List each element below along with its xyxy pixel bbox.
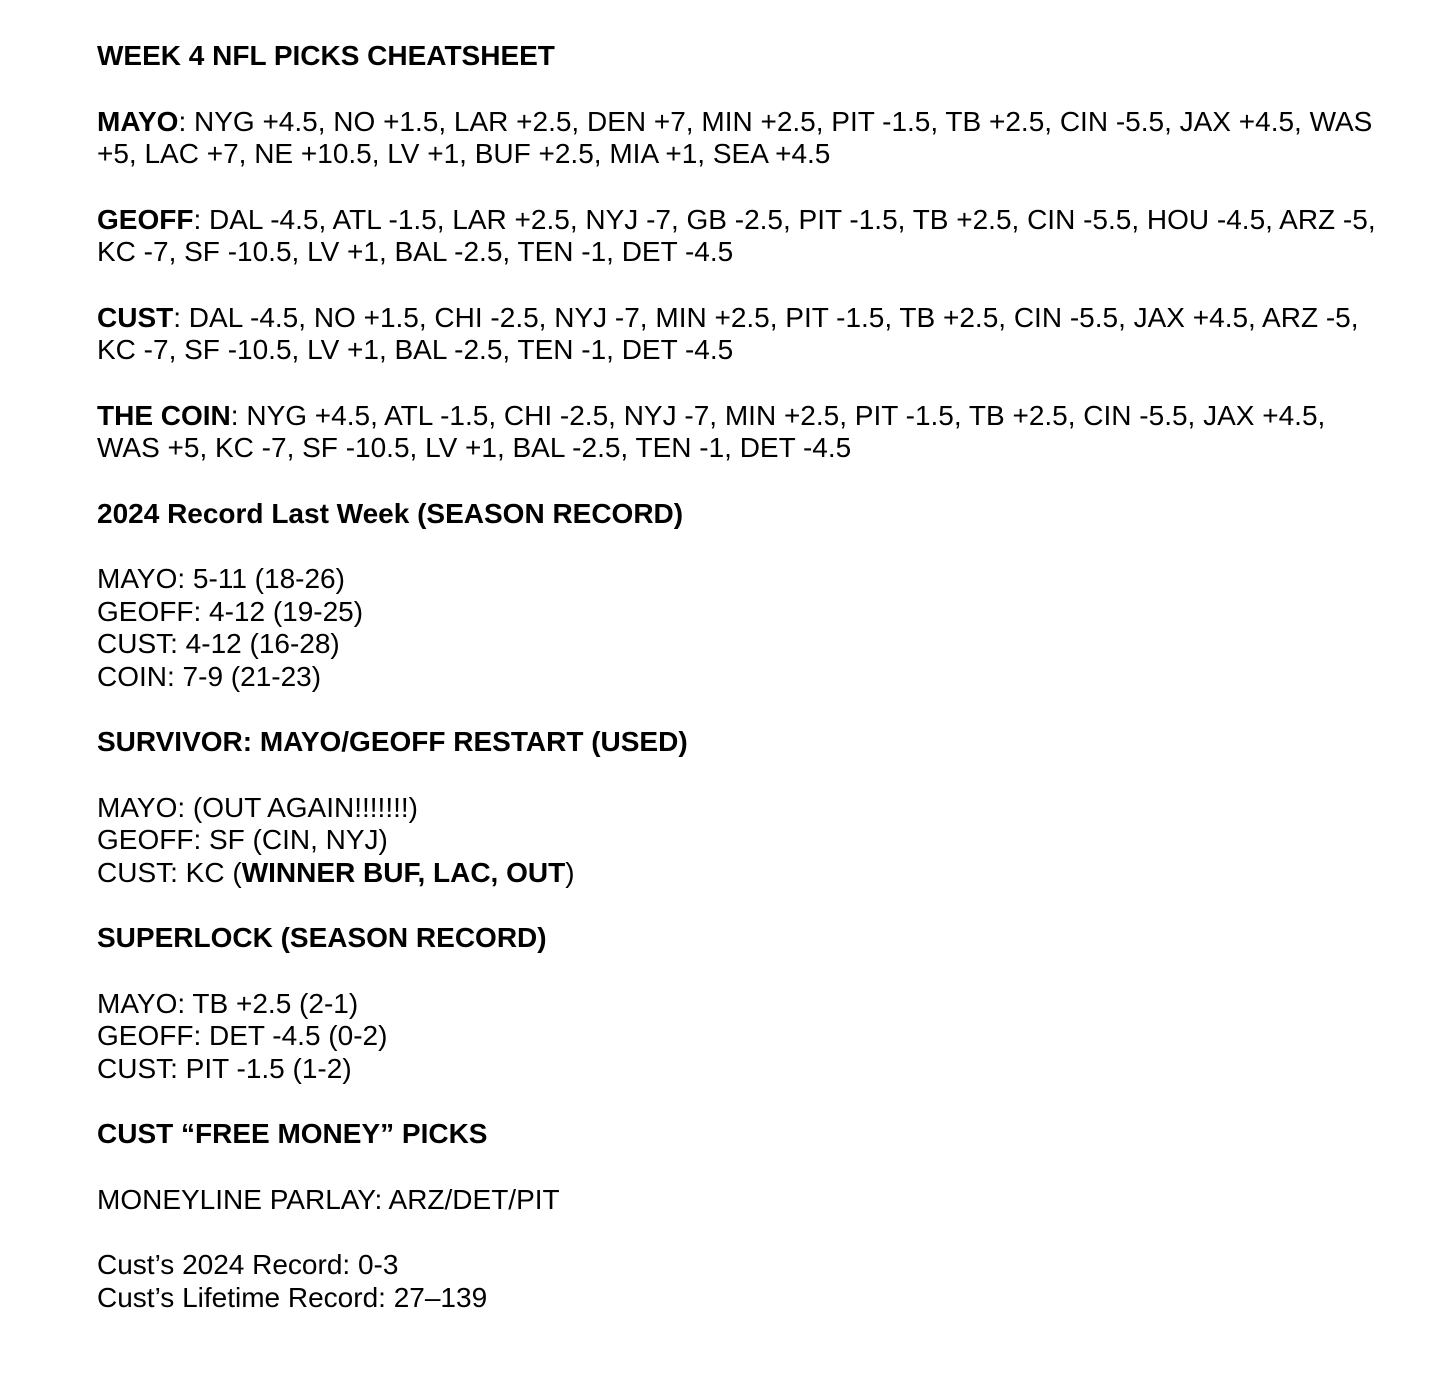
superlock-line: GEOFF: DET -4.5 (0-2) [97, 1020, 388, 1051]
page-title: WEEK 4 NFL PICKS CHEATSHEET [97, 40, 555, 71]
record-line: CUST: 4-12 (16-28) [97, 628, 340, 659]
picker-name: GEOFF [97, 203, 194, 235]
survivor-cust-suffix: ) [565, 856, 575, 888]
picker-teams: DAL -4.5, ATL -1.5, LAR +2.5, NYJ -7, GB -2.5, PIT -1.5, TB +2.5, CIN -5.5, HOU -4.5, ARZ -5, KC -7, SF -10.5, LV +1, BAL -2.5, TEN -1, DET -4.5 [97, 203, 1376, 267]
survivor-line-mayo: MAYO: (OUT AGAIN!!!!!!!) [97, 791, 419, 823]
survivor-heading: SURVIVOR: MAYO/GEOFF RESTART (USED) [97, 726, 688, 757]
survivor-line-cust [97, 857, 1387, 890]
superlock-list [97, 988, 1387, 1086]
picker-name: MAYO [97, 105, 179, 137]
picker-teams: DAL -4.5, NO +1.5, CHI -2.5, NYJ -7, MIN +2.5, PIT -1.5, TB +2.5, CIN -5.5, JAX +4.5, ARZ -5, KC -7, SF -10.5, LV +1, BAL -2.5, TEN -1, DET -4.5 [97, 301, 1359, 365]
picker-name: THE COIN [97, 399, 231, 431]
survivor-line-geoff: GEOFF: SF (CIN, NYJ) [97, 824, 388, 855]
survivor-list [97, 792, 1387, 890]
picker-teams: NYG +4.5, NO +1.5, LAR +2.5, DEN +7, MIN +2.5, PIT -1.5, TB +2.5, CIN -5.5, JAX +4.5, WAS +5, LAC +7, NE +10.5, LV +1, BUF +2.5, MIA +1, SEA +4.5 [97, 105, 1373, 169]
picks-geoff [97, 204, 1387, 269]
record-line: COIN: 7-9 (21-23) [97, 660, 322, 692]
record-heading: 2024 Record Last Week (SEASON RECORD) [97, 497, 684, 529]
document [97, 40, 1387, 1347]
cust-records [97, 1249, 1387, 1314]
superlock-line: CUST: PIT -1.5 (1-2) [97, 1052, 352, 1084]
picker-separator: : [173, 301, 189, 333]
cust-lifetime-record: Cust’s Lifetime Record: 27–139 [97, 1281, 488, 1313]
cust-2024-record: Cust’s 2024 Record: 0-3 [97, 1249, 399, 1280]
picker-separator: : [230, 399, 247, 431]
picks-mayo [97, 106, 1387, 171]
free-money-heading: CUST “FREE MONEY” PICKS [97, 1118, 488, 1149]
superlock-line: MAYO: TB +2.5 (2-1) [97, 987, 359, 1019]
record-line: MAYO: 5-11 (18-26) [97, 563, 345, 594]
superlock-heading: SUPERLOCK (SEASON RECORD) [97, 922, 547, 953]
picker-separator: : [193, 203, 210, 235]
picks-the-coin [97, 400, 1387, 465]
picker-separator: : [178, 105, 194, 137]
survivor-cust-bold: WINNER BUF, LAC, OUT [241, 856, 566, 888]
picker-name: CUST [97, 301, 174, 333]
picker-teams: NYG +4.5, ATL -1.5, CHI -2.5, NYJ -7, MIN +2.5, PIT -1.5, TB +2.5, CIN -5.5, JAX +4.5, WAS +5, KC -7, SF -10.5, LV +1, BAL -2.5, TEN -1, DET -4.5 [97, 399, 1326, 463]
moneyline-parlay: MONEYLINE PARLAY: ARZ/DET/PIT [97, 1183, 560, 1215]
survivor-cust-prefix: CUST: KC ( [97, 856, 242, 888]
picks-cust [97, 302, 1387, 367]
record-line: GEOFF: 4-12 (19-25) [97, 595, 364, 627]
record-list [97, 563, 1387, 693]
